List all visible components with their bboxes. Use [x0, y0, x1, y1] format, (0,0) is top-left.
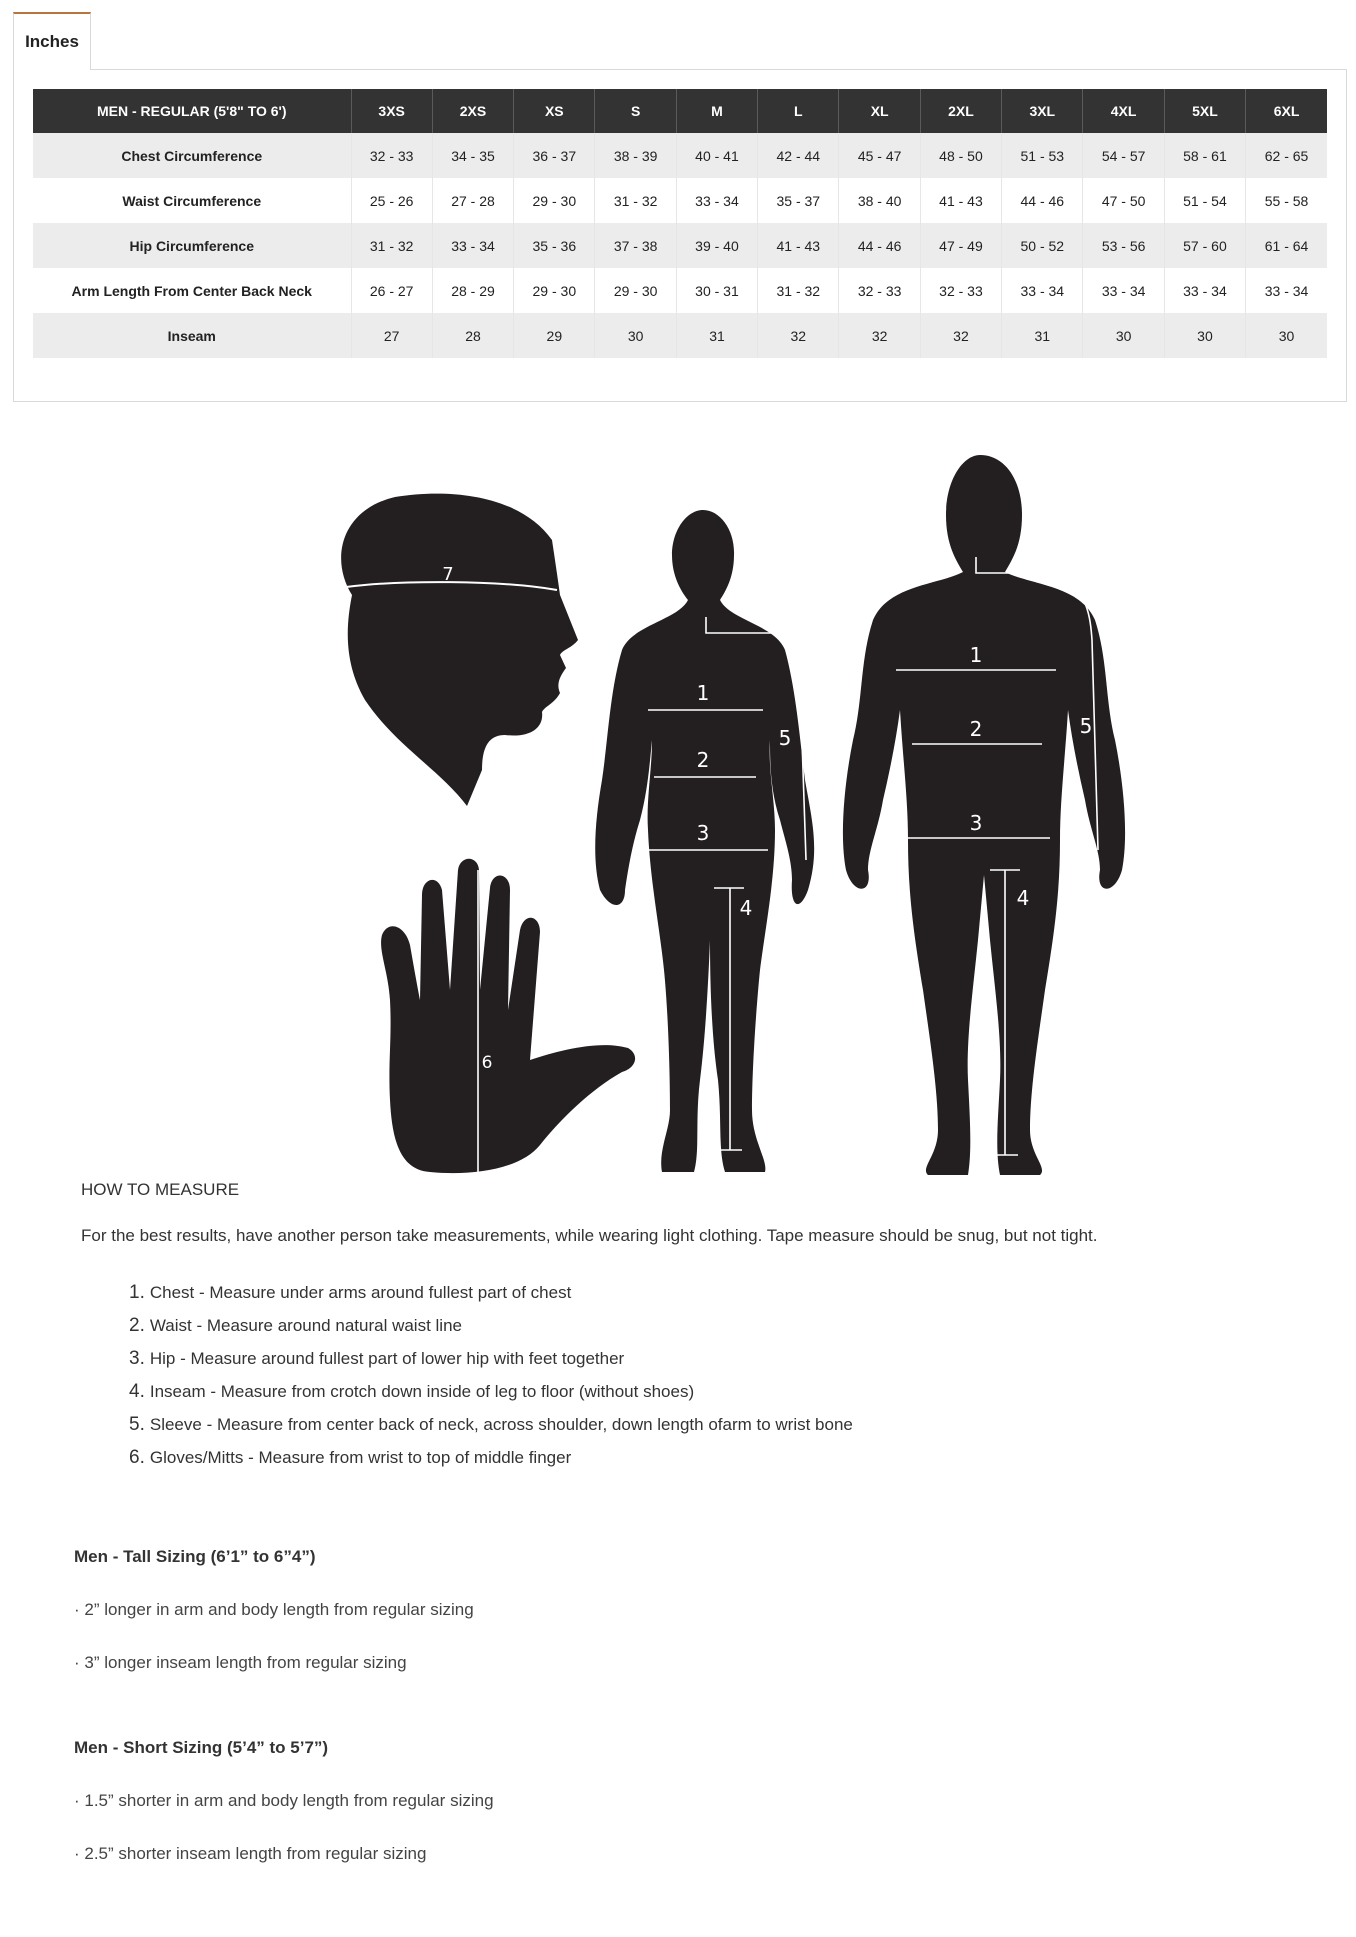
size-value-cell: 31 - 32 — [758, 268, 839, 313]
size-header-cell: 3XS — [351, 89, 432, 133]
measurement-label-cell: Waist Circumference — [33, 178, 351, 223]
size-value-cell: 25 - 26 — [351, 178, 432, 223]
size-value-cell: 38 - 39 — [595, 133, 676, 178]
size-value-cell: 31 — [1002, 313, 1083, 358]
size-value-cell: 33 - 34 — [1246, 268, 1327, 313]
size-table-row — [33, 268, 1327, 313]
size-value-cell: 33 - 34 — [676, 178, 757, 223]
size-value-cell: 32 - 33 — [351, 133, 432, 178]
size-value-cell: 35 - 37 — [758, 178, 839, 223]
size-value-cell: 32 - 33 — [920, 268, 1001, 313]
tab-connector — [14, 68, 90, 71]
size-header-cell: 4XL — [1083, 89, 1164, 133]
size-value-cell: 41 - 43 — [758, 223, 839, 268]
size-value-cell: 30 — [1164, 313, 1245, 358]
hand-silhouette-icon — [381, 859, 635, 1173]
size-value-cell: 42 - 44 — [758, 133, 839, 178]
size-value-cell: 32 — [758, 313, 839, 358]
size-value-cell: 34 - 35 — [432, 133, 513, 178]
size-value-cell: 27 - 28 — [432, 178, 513, 223]
size-value-cell: 32 — [839, 313, 920, 358]
size-value-cell: 48 - 50 — [920, 133, 1001, 178]
size-value-cell: 54 - 57 — [1083, 133, 1164, 178]
size-table-row — [33, 313, 1327, 358]
woman-label-1: 1 — [696, 681, 710, 705]
man-label-2: 2 — [969, 717, 983, 741]
how-to-measure-intro: For the best results, have another person take measurements, while wearing light clothing. Tape measure should be snug, but not tight. — [81, 1226, 1098, 1245]
size-value-cell: 61 - 64 — [1246, 223, 1327, 268]
tab-inches-label: Inches — [25, 31, 79, 51]
short-sizing-item: · 1.5” shorter in arm and body length from regular sizing — [74, 1791, 494, 1810]
size-header-cell: 2XS — [432, 89, 513, 133]
size-value-cell: 40 - 41 — [676, 133, 757, 178]
size-header-cell: S — [595, 89, 676, 133]
size-value-cell: 62 - 65 — [1246, 133, 1327, 178]
measurement-label-cell: Chest Circumference — [33, 133, 351, 178]
size-value-cell: 30 - 31 — [676, 268, 757, 313]
label-6: 6 — [481, 1053, 493, 1073]
step-number: 3. — [129, 1348, 145, 1369]
size-value-cell: 30 — [1246, 313, 1327, 358]
size-value-cell: 38 - 40 — [839, 178, 920, 223]
size-value-cell: 32 - 33 — [839, 268, 920, 313]
size-header-cell: M — [676, 89, 757, 133]
woman-label-5: 5 — [778, 726, 792, 750]
size-header-cell: MEN - REGULAR (5'8" TO 6') — [33, 89, 351, 133]
step-number: 6. — [129, 1447, 145, 1468]
size-table-row — [33, 178, 1327, 223]
size-header-cell: 5XL — [1164, 89, 1245, 133]
measure-step — [129, 1408, 853, 1441]
step-term: Inseam — [149, 1382, 206, 1401]
size-value-cell: 45 - 47 — [839, 133, 920, 178]
size-value-cell: 41 - 43 — [920, 178, 1001, 223]
size-value-cell: 53 - 56 — [1083, 223, 1164, 268]
step-description: - Measure from crotch down inside of leg to floor (without shoes) — [205, 1382, 695, 1401]
tall-sizing-item: · 3” longer inseam length from regular sizing — [74, 1653, 407, 1672]
step-number: 1. — [129, 1282, 145, 1303]
size-value-cell: 33 - 34 — [1164, 268, 1245, 313]
size-value-cell: 28 - 29 — [432, 268, 513, 313]
size-header-cell: 3XL — [1002, 89, 1083, 133]
size-value-cell: 44 - 46 — [839, 223, 920, 268]
head-silhouette-icon — [341, 494, 578, 806]
measure-step — [129, 1309, 853, 1342]
size-value-cell: 32 — [920, 313, 1001, 358]
size-value-cell: 39 - 40 — [676, 223, 757, 268]
size-value-cell: 51 - 53 — [1002, 133, 1083, 178]
size-table-row — [33, 223, 1327, 268]
size-header-row — [33, 89, 1327, 133]
size-value-cell: 29 - 30 — [595, 268, 676, 313]
size-value-cell: 29 — [514, 313, 595, 358]
tall-sizing-item: · 2” longer in arm and body length from regular sizing — [74, 1600, 474, 1619]
man-silhouette-icon — [843, 455, 1125, 1175]
size-value-cell: 31 — [676, 313, 757, 358]
step-description: - Measure around fullest part of lower hip with feet together — [175, 1349, 625, 1368]
label-7: 7 — [442, 564, 454, 585]
size-value-cell: 27 — [351, 313, 432, 358]
size-value-cell: 35 - 36 — [514, 223, 595, 268]
step-description: - Measure from wrist to top of middle finger — [243, 1448, 572, 1467]
step-description: - Measure from center back of neck, across shoulder, down length ofarm to wrist bone — [201, 1415, 853, 1434]
step-description: - Measure around natural waist line — [191, 1316, 462, 1335]
size-header-cell: 6XL — [1246, 89, 1327, 133]
size-value-cell: 57 - 60 — [1164, 223, 1245, 268]
measure-step — [129, 1375, 853, 1408]
size-value-cell: 47 - 49 — [920, 223, 1001, 268]
tall-sizing-heading: Men - Tall Sizing (6’1” to 6”4”) — [74, 1547, 316, 1566]
size-value-cell: 33 - 34 — [432, 223, 513, 268]
measure-step — [129, 1342, 853, 1375]
size-header-cell: XL — [839, 89, 920, 133]
measure-step — [129, 1441, 853, 1474]
size-value-cell: 37 - 38 — [595, 223, 676, 268]
step-term: Gloves/Mitts — [149, 1448, 244, 1467]
measurement-label-cell: Inseam — [33, 313, 351, 358]
size-value-cell: 55 - 58 — [1246, 178, 1327, 223]
size-value-cell: 51 - 54 — [1164, 178, 1245, 223]
size-value-cell: 31 - 32 — [351, 223, 432, 268]
short-sizing-heading: Men - Short Sizing (5’4” to 5’7”) — [74, 1738, 329, 1757]
size-value-cell: 28 — [432, 313, 513, 358]
step-term: Hip — [149, 1349, 176, 1368]
step-term: Chest — [149, 1283, 195, 1302]
man-label-5: 5 — [1079, 714, 1093, 738]
woman-label-3: 3 — [696, 821, 710, 845]
size-value-cell: 58 - 61 — [1164, 133, 1245, 178]
man-label-1: 1 — [969, 643, 983, 667]
size-value-cell: 29 - 30 — [514, 268, 595, 313]
man-label-4: 4 — [1016, 886, 1030, 910]
man-label-3: 3 — [969, 811, 983, 835]
size-value-cell: 47 - 50 — [1083, 178, 1164, 223]
step-term: Waist — [149, 1316, 192, 1335]
size-header-cell: L — [758, 89, 839, 133]
measure-steps-list — [129, 1276, 853, 1474]
size-value-cell: 36 - 37 — [514, 133, 595, 178]
size-value-cell: 44 - 46 — [1002, 178, 1083, 223]
size-value-cell: 33 - 34 — [1083, 268, 1164, 313]
size-value-cell: 26 - 27 — [351, 268, 432, 313]
measurement-label-cell: Arm Length From Center Back Neck — [33, 268, 351, 313]
step-number: 4. — [129, 1381, 145, 1402]
size-value-cell: 29 - 30 — [514, 178, 595, 223]
size-chart-table — [33, 89, 1327, 358]
short-sizing-item: · 2.5” shorter inseam length from regular sizing — [74, 1844, 427, 1863]
measure-step — [129, 1276, 853, 1309]
how-to-measure-heading: HOW TO MEASURE — [81, 1180, 240, 1199]
step-description: - Measure under arms around fullest part of chest — [194, 1283, 572, 1302]
size-table-row — [33, 133, 1327, 178]
woman-label-4: 4 — [739, 896, 753, 920]
woman-label-2: 2 — [696, 748, 710, 772]
size-value-cell: 30 — [1083, 313, 1164, 358]
tab-inches[interactable] — [13, 12, 91, 69]
step-number: 5. — [129, 1414, 145, 1435]
size-value-cell: 30 — [595, 313, 676, 358]
measurement-label-cell: Hip Circumference — [33, 223, 351, 268]
step-term: Sleeve — [149, 1415, 202, 1434]
size-value-cell: 50 - 52 — [1002, 223, 1083, 268]
size-header-cell: XS — [514, 89, 595, 133]
size-header-cell: 2XL — [920, 89, 1001, 133]
step-number: 2. — [129, 1315, 145, 1336]
size-value-cell: 31 - 32 — [595, 178, 676, 223]
size-value-cell: 33 - 34 — [1002, 268, 1083, 313]
measurement-figure — [0, 440, 1356, 1180]
